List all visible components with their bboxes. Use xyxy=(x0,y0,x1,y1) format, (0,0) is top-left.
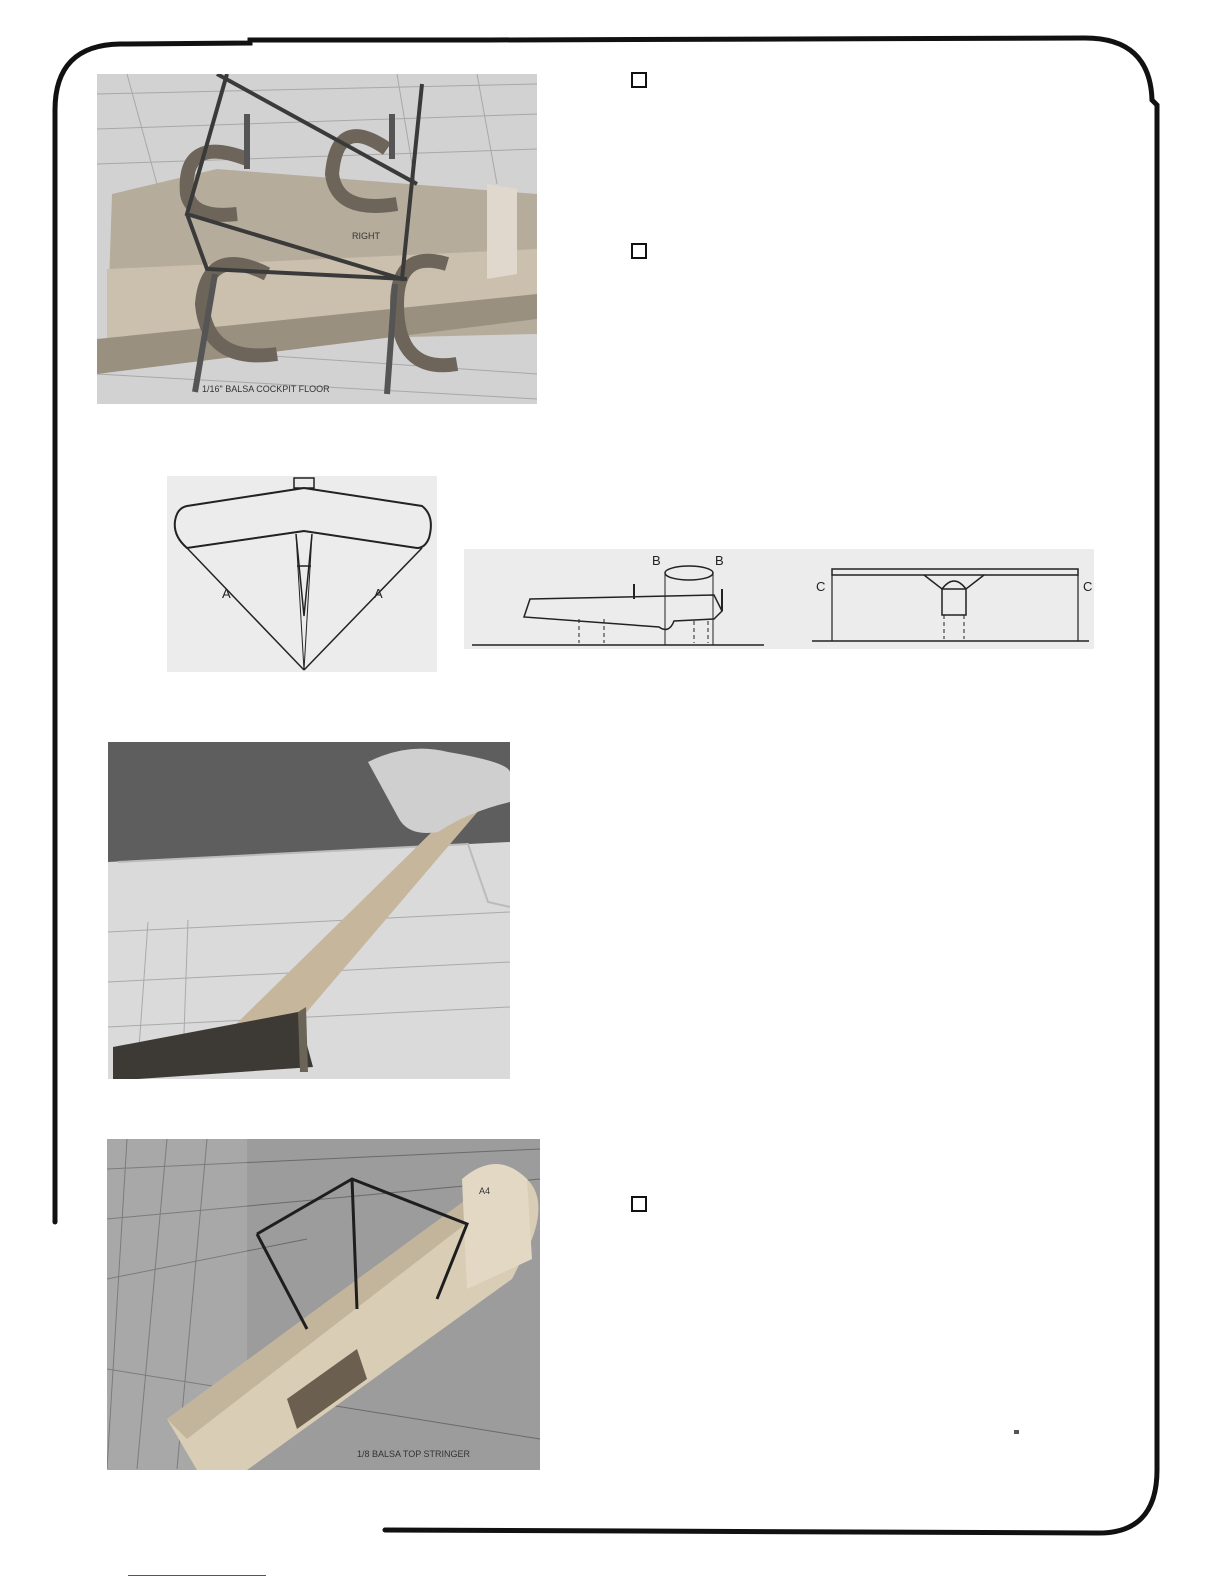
label-c-left: C xyxy=(816,579,826,594)
page-mark xyxy=(1014,1430,1019,1434)
fuselage-photo xyxy=(107,1139,540,1470)
step-checkbox-1[interactable] xyxy=(631,72,647,88)
label-b-right: B xyxy=(715,553,724,568)
step-checkbox-2[interactable] xyxy=(631,243,647,259)
step-checkbox-3[interactable] xyxy=(631,1196,647,1212)
incidence-diagram xyxy=(464,549,1094,649)
label-a-right: A xyxy=(374,586,383,601)
footer-link-underline[interactable] xyxy=(128,1575,266,1576)
label-a-left: A xyxy=(222,586,231,601)
fuselage-plan-label: 1/8 BALSA TOP STRINGER xyxy=(357,1449,471,1459)
clamps-label-right: RIGHT xyxy=(352,231,380,241)
label-b-left: B xyxy=(652,553,661,568)
label-c-right: C xyxy=(1083,579,1093,594)
fuselage-former-label: A4 xyxy=(479,1186,491,1196)
clamps-label-floor: 1/16" BALSA COCKPIT FLOOR xyxy=(202,384,330,394)
wing-alignment-diagram xyxy=(167,476,437,672)
sanding-photo xyxy=(108,742,510,1079)
clamps-photo xyxy=(97,74,537,404)
